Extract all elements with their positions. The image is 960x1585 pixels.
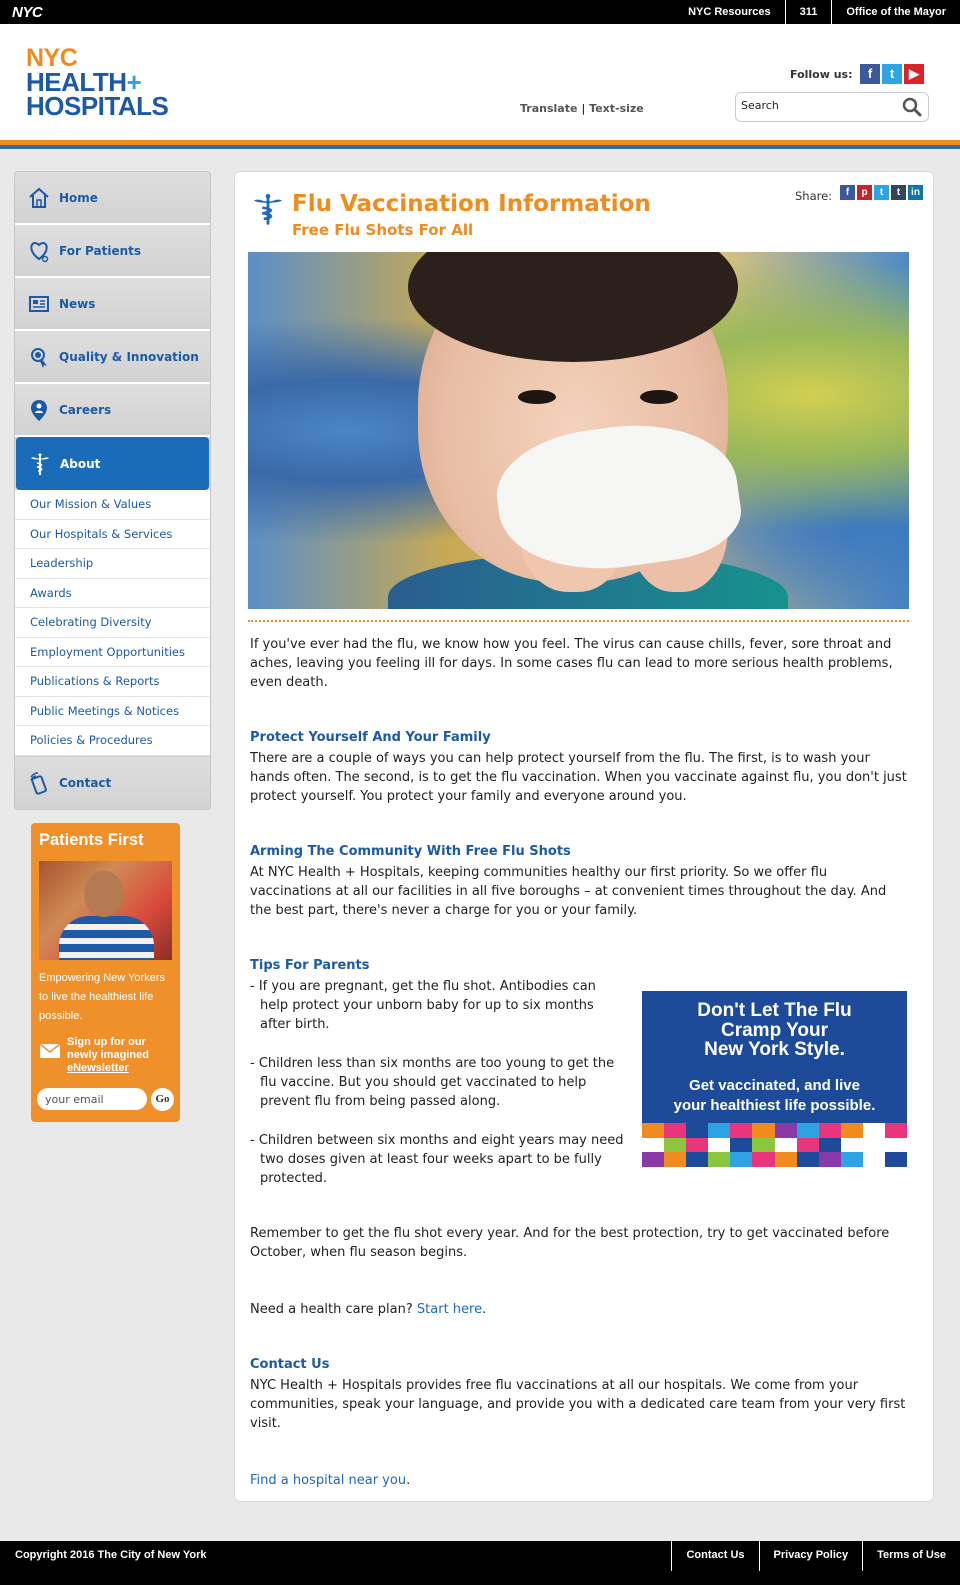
section-heading-protect: Protect Yourself And Your Family [250, 730, 491, 745]
sidebar-item-about[interactable] [16, 437, 209, 490]
sidebar-item-label: Contact [59, 775, 112, 790]
start-here-link[interactable]: Start here [416, 1302, 483, 1317]
text-size-link[interactable]: Text-size [589, 102, 644, 115]
share-buttons [840, 185, 923, 200]
section-text-protect: There are a couple of ways you can help protect yourself from the flu. The first, is to wash your hands often. The second, is to get the flu vaccination. When you vaccinate against flu, you don't just protect yourself. You protect your family and everyone around you. [250, 751, 907, 805]
page-title: Flu Vaccination Information [292, 191, 651, 217]
sidebar-item-home[interactable] [15, 172, 210, 225]
sidebar-item-news[interactable] [15, 278, 210, 331]
person-pin-icon [27, 398, 51, 422]
logo-text-nyc: NYC [26, 44, 78, 72]
main-content [234, 171, 934, 1502]
award-ribbon-icon [27, 345, 51, 369]
top-bar [0, 0, 960, 24]
caduceus-icon [28, 452, 52, 476]
tips-list [250, 977, 625, 1207]
subnav-item-employment[interactable]: Employment Opportunities [15, 638, 210, 668]
subnav-item-policies[interactable]: Policies & Procedures [15, 726, 210, 756]
stethoscope-icon [27, 239, 51, 263]
search-input[interactable] [741, 99, 901, 112]
intro-paragraph: If you've ever had the flu, we know how you feel. The virus can cause chills, fever, sore throat and aches, leaving you feeling ill for days. In some cases flu can lead to more serious health problems, even death. [250, 637, 893, 691]
newsletter-go-button[interactable]: Go [151, 1088, 174, 1111]
patients-first-promo [31, 823, 180, 1122]
section-heading-tips: Tips For Parents [250, 958, 370, 973]
flu-campaign-banner[interactable] [642, 991, 907, 1167]
banner-headline-line: Cramp Your [721, 1019, 828, 1041]
section-heading-arming: Arming The Community With Free Flu Shots [250, 844, 571, 859]
facebook-icon[interactable]: f [860, 64, 880, 84]
nyc-resources-link[interactable]: NYC Resources [688, 6, 771, 18]
banner-subtext-line: Get vaccinated, and live [689, 1077, 860, 1094]
promo-photo [39, 861, 172, 960]
sidebar-item-careers[interactable] [15, 384, 210, 437]
footer-terms-link[interactable]: Terms of Use [862, 1541, 960, 1571]
footer-privacy-link[interactable]: Privacy Policy [759, 1541, 863, 1571]
newsletter-email-input[interactable] [37, 1088, 147, 1110]
footer-links [671, 1541, 960, 1571]
search-box [735, 92, 929, 122]
punctuation: . [482, 1302, 487, 1317]
banner-headline-line: New York Style. [704, 1039, 845, 1060]
twitter-icon[interactable]: t [874, 185, 889, 200]
search-icon[interactable] [902, 97, 922, 117]
logo-text-hospitals: HOSPITALS [26, 91, 169, 121]
punctuation: . [406, 1473, 411, 1488]
social-links [860, 64, 924, 84]
sidebar-item-label: Careers [59, 402, 112, 417]
follow-label: Follow us: [790, 68, 853, 81]
newsletter-signup-text [67, 1036, 177, 1075]
signup-line: Sign up for our newly imagined [67, 1036, 149, 1061]
phone-icon [27, 771, 51, 795]
health-plan-line [250, 1300, 910, 1319]
share-label: Share: [795, 189, 833, 203]
logo-health-word: HEALTH [26, 67, 127, 97]
home-icon [27, 186, 51, 210]
promo-title: Patients First [39, 831, 144, 849]
footer-contact-link[interactable]: Contact Us [671, 1541, 758, 1571]
newspaper-icon [27, 292, 51, 316]
header-stripe-blue [0, 145, 960, 149]
subnav-item-public-meetings[interactable]: Public Meetings & Notices [15, 697, 210, 727]
office-of-mayor-link[interactable]: Office of the Mayor [831, 0, 960, 24]
page-subtitle: Free Flu Shots For All [292, 221, 474, 239]
envelope-icon [39, 1043, 61, 1059]
copyright-text: Copyright 2016 The City of New York [15, 1549, 207, 1561]
linkedin-icon[interactable]: in [908, 185, 923, 200]
translate-link[interactable]: Translate [520, 102, 578, 115]
about-subnav [15, 490, 210, 756]
subnav-item-publications[interactable]: Publications & Reports [15, 667, 210, 697]
language-tools: Translate | Text-size [520, 102, 644, 115]
sidebar-item-contact[interactable] [15, 756, 210, 809]
subnav-item-diversity[interactable]: Celebrating Diversity [15, 608, 210, 638]
facebook-icon[interactable]: f [840, 185, 855, 200]
sidebar-item-label: News [59, 296, 96, 311]
reminder-paragraph: Remember to get the flu shot every year. And for the best protection, try to get vaccinated before October, when flu season begins. [250, 1226, 890, 1261]
sidebar-item-label: About [60, 456, 101, 471]
top-links [674, 0, 960, 24]
sidebar-item-for-patients[interactable] [15, 225, 210, 278]
subnav-item-hospitals[interactable]: Our Hospitals & Services [15, 520, 210, 550]
hero-image [248, 252, 909, 609]
sidebar-item-quality[interactable] [15, 331, 210, 384]
section-heading-contact: Contact Us [250, 1357, 330, 1372]
site-logo[interactable] [26, 44, 169, 121]
list-item: - Children less than six months are too young to get the flu vaccine. But you should get vaccinated to help prevent flu from being passed along. [250, 1055, 615, 1110]
nyc-logo[interactable]: NYC [12, 4, 43, 21]
logo-plus: + [126, 67, 142, 97]
contact-paragraph: NYC Health + Hospitals provides free flu vaccinations at all our hospitals. We come from your communities, speak your language, and provide you with a dedicated care team from your very first visit. [250, 1378, 906, 1432]
health-plan-text: Need a health care plan? [250, 1302, 413, 1317]
promo-description: Empowering New Yorkers to live the healthiest life possible. [39, 972, 165, 1022]
tumblr-icon[interactable]: t [891, 185, 906, 200]
banner-subtext-line: your healthiest life possible. [673, 1096, 876, 1114]
pinterest-icon[interactable]: p [857, 185, 872, 200]
banner-mosaic [642, 1123, 907, 1167]
banner-headline [642, 1001, 907, 1060]
site-header [0, 24, 960, 140]
banner-subtext [642, 1076, 907, 1115]
sidebar-item-label: For Patients [59, 243, 142, 258]
dotted-divider [248, 620, 909, 622]
youtube-icon[interactable]: ▶ [904, 64, 924, 84]
subnav-item-awards[interactable]: Awards [15, 579, 210, 609]
sidebar-item-label: Quality & Innovation [59, 349, 199, 364]
enewsletter-link[interactable]: eNewsletter [67, 1062, 129, 1074]
subnav-item-leadership[interactable]: Leadership [15, 549, 210, 579]
311-link[interactable]: 311 [785, 0, 832, 24]
site-footer [0, 1541, 960, 1585]
banner-headline-line: Don't Let The Flu [697, 1000, 852, 1021]
caduceus-icon [251, 192, 285, 226]
subnav-item-mission[interactable]: Our Mission & Values [15, 490, 210, 520]
find-hospital-link[interactable]: Find a hospital near you [250, 1473, 407, 1488]
list-item: - Children between six months and eight years may need two doses given at least four weeks apart to be fully protected. [250, 1132, 624, 1186]
list-item: - If you are pregnant, get the flu shot. Antibodies can help protect your unborn baby for up to six months after birth. [250, 979, 596, 1033]
section-text-arming: At NYC Health + Hospitals, keeping communities healthy our first priority. So we offer flu vaccinations at all our facilities in all five boroughs – at convenient times throughout the day. And the best part, there's never a charge for you or your family. [250, 865, 887, 919]
sidebar-item-label: Home [59, 190, 98, 205]
sidebar-nav [14, 171, 211, 810]
twitter-icon[interactable]: t [882, 64, 902, 84]
find-hospital-line [250, 1471, 910, 1490]
